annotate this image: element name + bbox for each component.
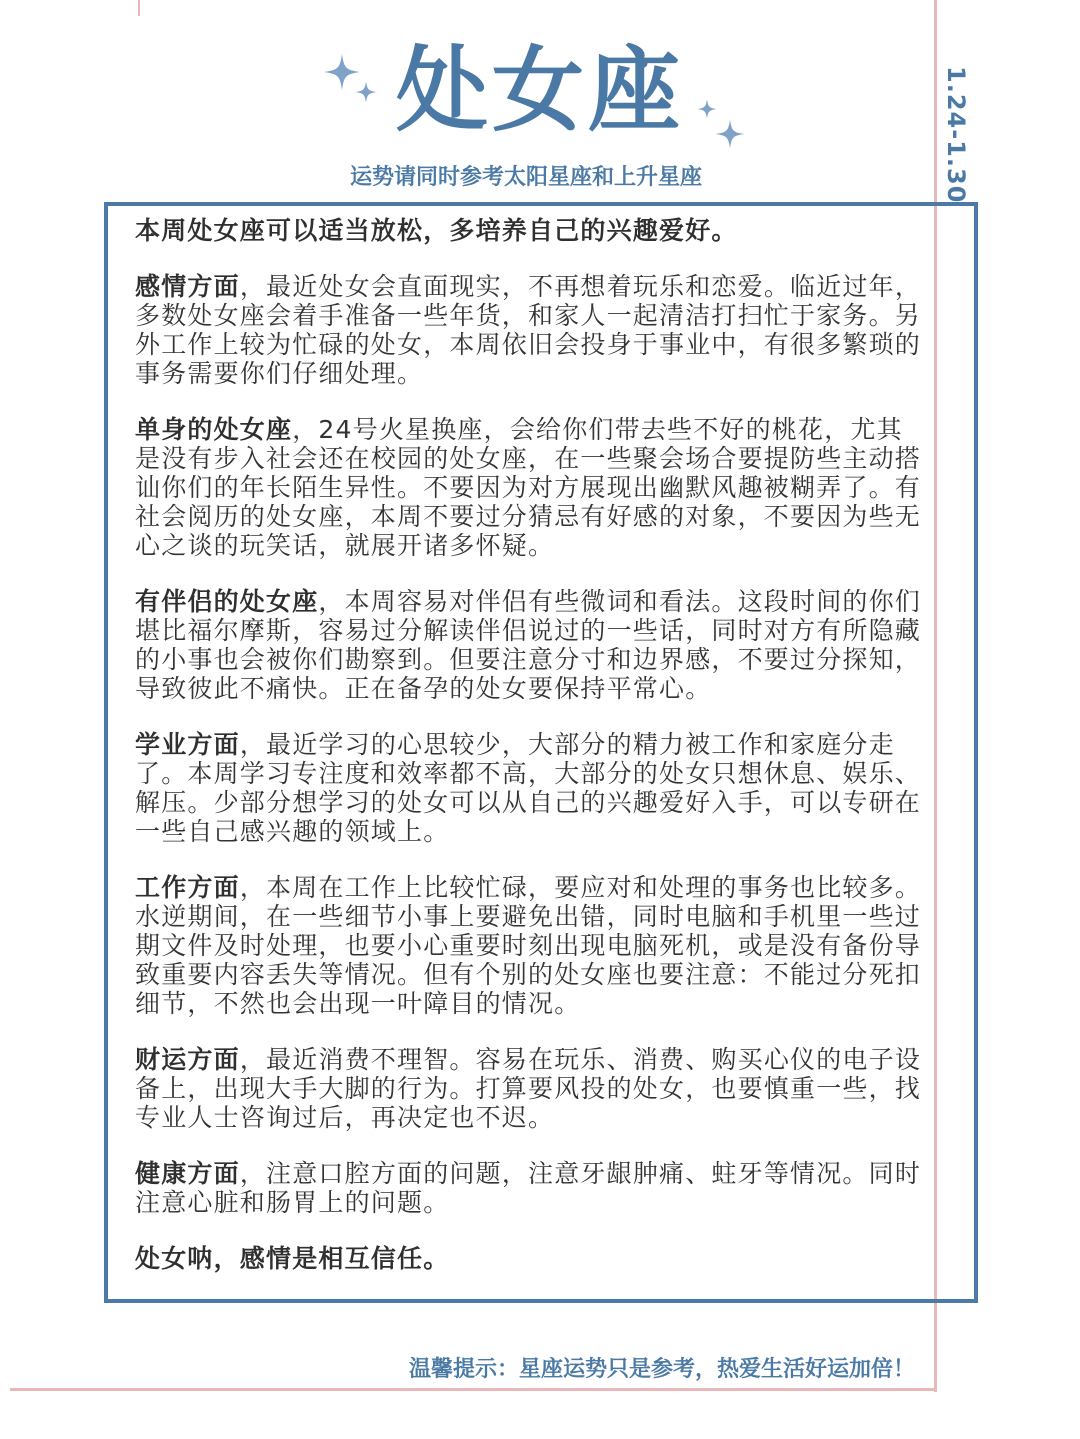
pink-horizontal-rule: [10, 1388, 937, 1391]
section-text: ，本周在工作上比较忙碌，要应对和处理的事务也比较多。水逆期间，在一些细节小事上要避免出错，同时电脑和手机里一些过期文件及时处理，也要小心重要时刻出现电脑死机，或是没有备份导致重要内容丢失等情况。但有个别的处女座也要注意：不能过分死扣细节，不然也会出现一叶障目的情况。: [135, 873, 922, 1018]
section-text: ，最近学习的心思较少，大部分的精力被工作和家庭分走了。本周学习专注度和效率都不高，大部分的处女只想休息、娱乐、解压。少部分想学习的处女可以从自己的兴趣爱好入手，可以专研在一些自己感兴趣的领域上。: [135, 730, 922, 846]
section-label: 健康方面: [135, 1159, 240, 1188]
section-paragraph: [135, 587, 925, 703]
horoscope-content: [135, 216, 925, 1300]
section-label: 工作方面: [135, 873, 240, 902]
page-subtitle: 运势请同时参考太阳星座和上升星座: [349, 165, 702, 190]
section-label: 财运方面: [135, 1045, 240, 1074]
intro-text: 本周处女座可以适当放松，多培养自己的兴趣爱好。: [135, 216, 738, 245]
section-label: 感情方面: [135, 272, 240, 301]
section-label: 学业方面: [135, 730, 240, 759]
section-text: ，注意口腔方面的问题，注意牙龈肿痛、蛀牙等情况。同时注意心脏和肠胃上的问题。: [135, 1159, 922, 1217]
section-label: 有伴侣的处女座: [135, 587, 319, 616]
pink-top-tick: [138, 0, 140, 16]
section-paragraph: [135, 1159, 925, 1217]
section-text: ，最近处女会直面现实，不再想着玩乐和恋爱。临近过年，多数处女座会着手准备一些年货，和家人一起清洁打扫忙于家务。另外工作上较为忙碌的处女，本周依旧会投身于事业中，有很多繁琐的事务需要你们仔细处理。: [135, 272, 922, 388]
section-label: 单身的处女座: [135, 415, 293, 444]
section-text: ，24号火星换座，会给你们带去些不好的桃花，尤其是没有步入社会还在校园的处女座，在一些聚会场合要提防些主动搭讪你们的年长陌生异性。不要因为对方展现出幽默风趣被糊弄了。有社会阅历的处女座，本周不要过分猜忌有好感的对象，不要因为些无心之谈的玩笑话，就展开诸多怀疑。: [135, 415, 922, 560]
section-paragraph: [135, 873, 925, 1018]
footer-tip: 温馨提示：星座运势只是参考，热爱生活好运加倍！: [408, 1357, 915, 1382]
closing-text: 处女呐，感情是相互信任。: [135, 1244, 450, 1273]
section-paragraph: [135, 272, 925, 388]
closing-paragraph: [135, 1244, 925, 1273]
date-range: 1.24-1.30: [942, 66, 970, 204]
section-text: ，最近消费不理智。容易在玩乐、消费、购买心仪的电子设备上，出现大手大脚的行为。打算要风投的处女，也要慎重一些，找专业人士咨询过后，再决定也不迟。: [135, 1045, 922, 1132]
section-paragraph: [135, 415, 925, 560]
intro-paragraph: [135, 216, 925, 245]
section-paragraph: [135, 1045, 925, 1132]
section-text: ，本周容易对伴侣有些微词和看法。这段时间的你们堪比福尔摩斯，容易过分解读伴侣说过的一些话，同时对方有所隐藏的小事也会被你们勘察到。但要注意分寸和边界感，不要过分探知，导致彼此不痛快。正在备孕的处女要保持平常心。: [135, 587, 922, 703]
page-title: 处女座: [395, 37, 684, 144]
section-paragraph: [135, 730, 925, 846]
